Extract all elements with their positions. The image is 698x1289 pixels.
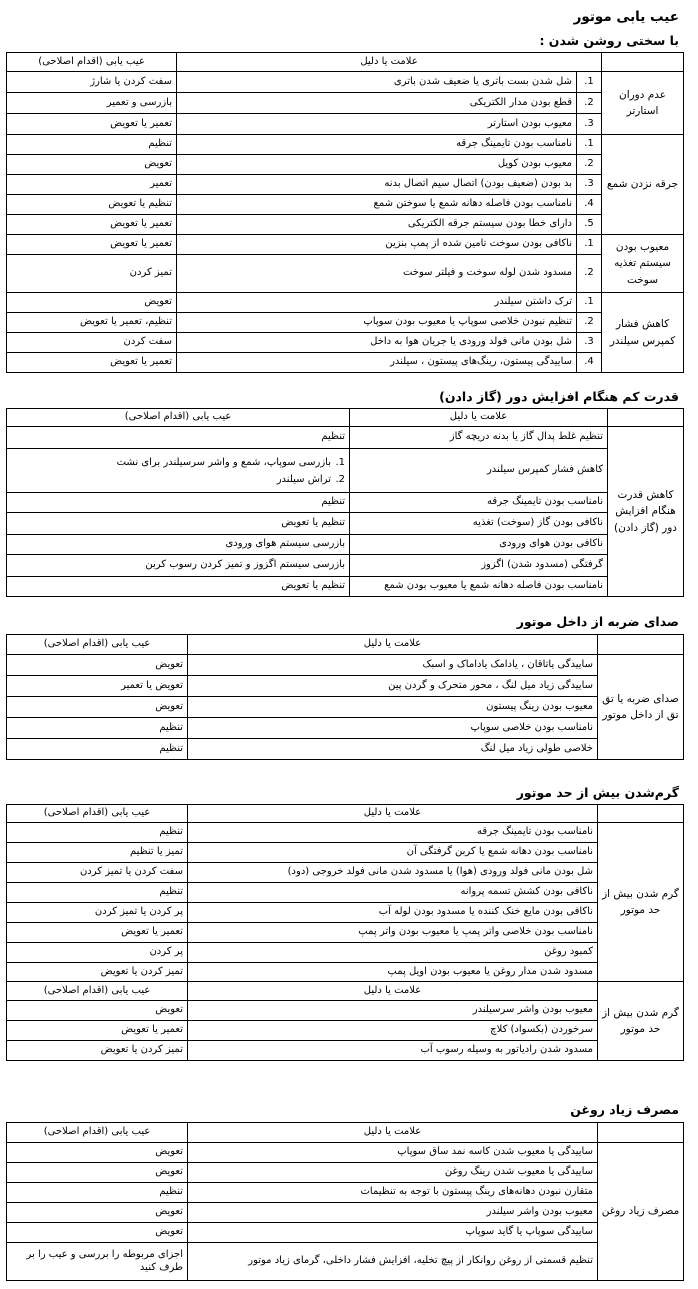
fix-cell: تعمیر یا تعویض — [7, 114, 177, 135]
row-number: 2. — [577, 155, 602, 175]
cause-cell: متقارن نبودن دهانه‌های رینگ پیستون با توجه به تنظیمات — [188, 1183, 598, 1203]
cause-cell: ساییدگی زیاد میل لنگ ، محور متحرک و گردن پین — [188, 676, 598, 697]
cause-cell: ساییدگی یاتاقان ، یادامک یاداماک و اسبک — [188, 655, 598, 676]
header-cause: علامت یا دلیل — [188, 1123, 598, 1143]
header-fix: عیب یابی (اقدام اصلاحی) — [7, 805, 188, 823]
oil-consumption-table — [6, 1122, 684, 1281]
cause-cell: ناکافی بودن مایع خنک کننده یا مسدود بودن لوله آب — [188, 903, 598, 923]
fix-cell: تنظیم یا تعویض — [7, 513, 350, 535]
section-heading-hard-start: با سختی روشن شدن : — [539, 33, 679, 48]
section-heading-oil-consumption: مصرف زیاد روغن — [570, 1102, 679, 1117]
row-number: 1. — [577, 293, 602, 313]
fix-sub-item: بازرسی سوپاپ، شمع و واشر سرسیلندر برای نشت — [116, 456, 331, 468]
fix-cell: تعویض — [7, 1143, 188, 1163]
cause-cell: مسدود شدن لوله سوخت و فیلتر سوخت — [177, 255, 577, 293]
cause-cell: معیوب بودن واشر سرسیلندر — [188, 1001, 598, 1021]
cause-cell: مسدود شدن مدار روغن یا معیوب بودن اویل پمپ — [188, 963, 598, 982]
cause-cell: بد بودن (ضعیف بودن) اتصال سیم اتصال بدنه — [177, 175, 577, 195]
cause-cell: ساییدگی سوپاپ یا گاید سوپاپ — [188, 1223, 598, 1243]
cause-cell: معیوب بودن رینگ پیستون — [188, 697, 598, 718]
cause-cell: نامناسب بودن دهانه شمع یا کربن گرفتگی آن — [188, 843, 598, 863]
cause-cell: نامناسب بودن خلاصی واتر پمپ یا معیوب بودن واتر پمپ — [188, 923, 598, 943]
cause-cell: کاهش فشار کمپرس سیلندر — [350, 449, 608, 493]
header-cause: علامت یا دلیل — [188, 982, 598, 1001]
section-heading-overheat: گرم‌شدن بیش از حد موتور — [516, 785, 679, 800]
row-number: 1. — [577, 135, 602, 155]
cause-cell: شل شدن بست باتری یا ضعیف شدن باتری — [177, 72, 577, 93]
hard-start-table — [6, 52, 684, 373]
cause-cell: ترک داشتن سیلندر — [177, 293, 577, 313]
cause-cell: شل بودن مانی فولد ورودی یا جریان هوا به داخل — [177, 333, 577, 353]
header-cause: علامت یا دلیل — [188, 805, 598, 823]
fix-cell: تعویض — [7, 293, 177, 313]
row-number: 1. — [577, 72, 602, 93]
cause-cell: تنظیم نبودن خلاصی سوپاپ یا معیوب بودن سوپاپ — [177, 313, 577, 333]
overheat-table — [6, 804, 684, 1061]
cause-cell: تنظیم قسمتی از روغن روانکار از پیچ تخلیه، افزایش فشار داخلی، گرمای زیاد موتور — [188, 1243, 598, 1281]
header-fix: عیب یابی (اقدام اصلاحی) — [7, 1123, 188, 1143]
row-number: 2. — [577, 313, 602, 333]
fix-cell: تنظیم یا تعویض — [7, 577, 350, 597]
cause-cell: نامناسب بودن فاصله دهانه شمع یا سوختن شمع — [177, 195, 577, 215]
row-number: 4. — [577, 353, 602, 373]
fix-cell: بازرسی سیستم هوای ورودی — [7, 535, 350, 555]
fix-cell: تعویض — [7, 1163, 188, 1183]
cause-cell: نامناسب بودن خلاصی سوپاپ — [188, 718, 598, 739]
cause-cell: معیوب بودن واشر سیلندر — [188, 1203, 598, 1223]
fix-cell: تمیز کردن یا تعویض — [7, 963, 188, 982]
fix-cell: تعویض — [7, 697, 188, 718]
fix-cell: تنظیم، تعمیر یا تعویض — [7, 313, 177, 333]
fix-cell: تعمیر یا تعویض — [7, 923, 188, 943]
cause-cell: نامناسب بودن فاصله دهانه شمع یا معیوب بودن شمع — [350, 577, 608, 597]
cause-cell: تنظیم غلط پدال گاز یا بدنه دریچه گاز — [350, 427, 608, 449]
fix-cell: تعمیر یا تعویض — [7, 215, 177, 235]
row-number: 3. — [577, 333, 602, 353]
fix-cell: سفت کردن یا تمیز کردن — [7, 863, 188, 883]
fix-cell: بازرسی سیستم اگزوز و تمیز کردن رسوب کربن — [7, 555, 350, 577]
category-cell: صدای ضربه یا تق تق از داخل موتور — [598, 655, 684, 760]
cause-cell: ساییدگی پیستون، رینگ‌های پیستون ، سیلندر — [177, 353, 577, 373]
header-cause: علامت یا دلیل — [350, 409, 608, 427]
fix-cell: تعمیر یا تعویض — [7, 353, 177, 373]
fix-cell: سفت کردن — [7, 333, 177, 353]
fix-sub-item: تراش سیلندر — [276, 473, 331, 485]
header-fix: عیب یابی (اقدام اصلاحی) — [7, 409, 350, 427]
fix-cell: تنظیم — [7, 718, 188, 739]
cause-cell: مسدود شدن رادیاتور به وسیله رسوب آب — [188, 1041, 598, 1061]
fix-cell: تعویض — [7, 1223, 188, 1243]
header-cause: علامت یا دلیل — [188, 635, 598, 655]
header-fix: عیب یابی (اقدام اصلاحی) — [7, 982, 188, 1001]
fix-cell: تمیز یا تنظیم — [7, 843, 188, 863]
fix-cell: تنظیم — [7, 823, 188, 843]
fix-cell: پر کردن — [7, 943, 188, 963]
fix-cell: سفت کردن یا شارژ — [7, 72, 177, 93]
cause-cell: ساییدگی یا معیوب شدن کاسه نمد ساق سوپاپ — [188, 1143, 598, 1163]
cause-cell: ساییدگی یا معیوب شدن رینگ روغن — [188, 1163, 598, 1183]
fix-cell: تعمیر — [7, 175, 177, 195]
fix-cell: تعویض یا تعمیر — [7, 676, 188, 697]
category-cell: جرقه نزدن شمع — [602, 135, 684, 235]
fix-cell: تنظیم — [7, 739, 188, 760]
category-cell: معیوب بودن سیستم تغذیه سوخت — [602, 235, 684, 293]
category-cell: کاهش قدرت هنگام افزایش دور (گاز دادن) — [608, 427, 684, 597]
fix-cell: پر کردن یا تمیز کردن — [7, 903, 188, 923]
cause-cell: ناکافی بودن گاز (سوخت) تغذیه — [350, 513, 608, 535]
cause-cell: سرخوردن (بکسواد) کلاچ — [188, 1021, 598, 1041]
row-number: 2. — [577, 93, 602, 114]
fix-cell: تنظیم — [7, 493, 350, 513]
cause-cell: نامناسب بودن تایمینگ جرقه — [188, 823, 598, 843]
category-cell: عدم دوران استارتر — [602, 72, 684, 135]
fix-cell: تعویض — [7, 1203, 188, 1223]
category-cell: گرم شدن بیش از حد موتور — [598, 823, 684, 982]
fix-cell: تعمیر یا تعویض — [7, 235, 177, 255]
section-heading-low-power: قدرت کم هنگام افزایش دور (گاز دادن) — [439, 389, 679, 404]
document-title: عیب یابی موتور — [573, 9, 679, 25]
section-heading-knock: صدای ضربه از داخل موتور — [516, 614, 679, 629]
row-number: 2. — [577, 255, 602, 293]
header-cause: علامت یا دلیل — [177, 53, 602, 72]
row-number: 3. — [577, 114, 602, 135]
cause-cell: کمبود روغن — [188, 943, 598, 963]
category-cell: گرم شدن بیش از حد موتور — [598, 982, 684, 1061]
fix-cell: تعویض — [7, 1001, 188, 1021]
fix-cell-multi: 1.بازرسی سوپاپ، شمع و واشر سرسیلندر برای نشت 2.تراش سیلندر — [7, 449, 350, 493]
fix-cell: تنظیم — [7, 883, 188, 903]
cause-cell: نامناسب بودن تایمینگ جرقه — [350, 493, 608, 513]
low-power-table — [6, 408, 684, 597]
cause-cell: ناکافی بودن هوای ورودی — [350, 535, 608, 555]
fix-cell: تعویض — [7, 655, 188, 676]
cause-cell: معیوب بودن کویل — [177, 155, 577, 175]
fix-cell: تنظیم — [7, 135, 177, 155]
category-cell: کاهش فشار کمپرس سیلندر — [602, 293, 684, 373]
header-fix: عیب یابی (اقدام اصلاحی) — [7, 635, 188, 655]
cause-cell: نامناسب بودن تایمینگ جرقه — [177, 135, 577, 155]
cause-cell: دارای خطا بودن سیستم جرقه الکتریکی — [177, 215, 577, 235]
row-number: 1. — [577, 235, 602, 255]
fix-cell: تعویض — [7, 155, 177, 175]
fix-cell: تعمیر یا تعویض — [7, 1021, 188, 1041]
fix-cell: تنظیم یا تعویض — [7, 195, 177, 215]
cause-cell: خلاصی طولی زیاد میل لنگ — [188, 739, 598, 760]
row-number: 5. — [577, 215, 602, 235]
knock-table — [6, 634, 684, 760]
cause-cell: معیوب بودن استارتر — [177, 114, 577, 135]
cause-cell: قطع بودن مدار الکتریکی — [177, 93, 577, 114]
fix-cell: بازرسی و تعمیر — [7, 93, 177, 114]
row-number: 3. — [577, 175, 602, 195]
fix-cell: تنظیم — [7, 427, 350, 449]
category-cell: مصرف زیاد روغن — [598, 1143, 684, 1281]
header-fix: عیب یابی (اقدام اصلاحی) — [7, 53, 177, 72]
fix-cell: اجزای مربوطه را بررسی و عیب را بر طرف کنید — [7, 1243, 188, 1281]
row-number: 4. — [577, 195, 602, 215]
cause-cell: ناکافی بودن سوخت تامین شده از پمپ بنزین — [177, 235, 577, 255]
cause-cell: گرفتگی (مسدود شدن) اگزوز — [350, 555, 608, 577]
fix-cell: تمیز کردن — [7, 255, 177, 293]
cause-cell: ناکافی بودن کشش تسمه پروانه — [188, 883, 598, 903]
cause-cell: شل بودن مانی فولد ورودی (هوا) یا مسدود شدن مانی فولد خروجی (دود) — [188, 863, 598, 883]
fix-cell: تنظیم — [7, 1183, 188, 1203]
fix-cell: تمیز کردن یا تعویض — [7, 1041, 188, 1061]
